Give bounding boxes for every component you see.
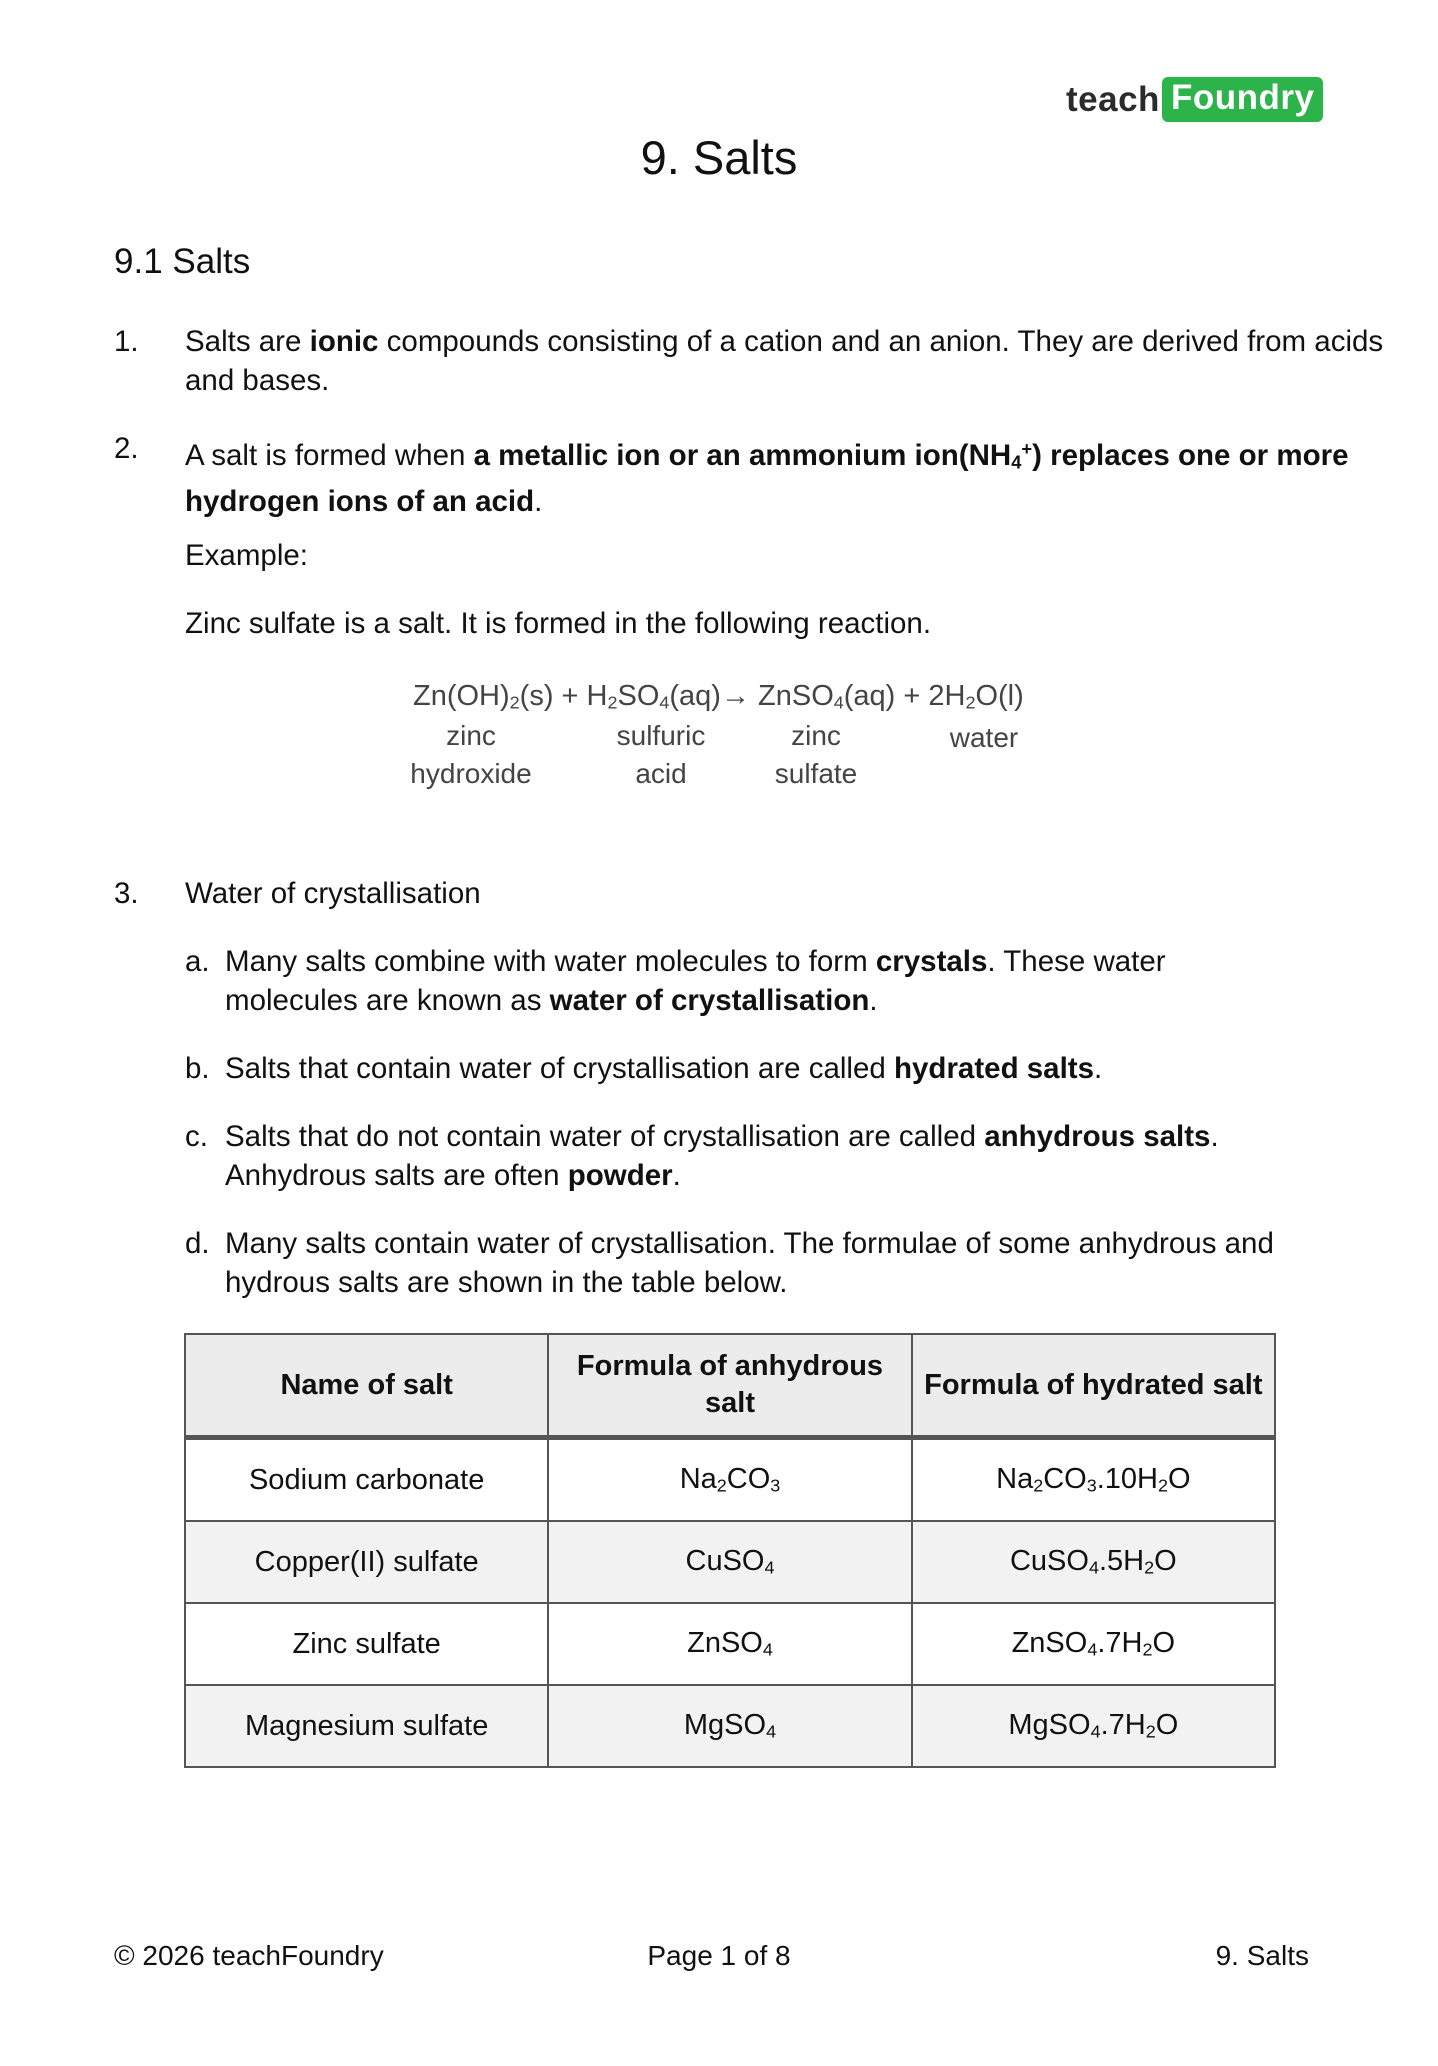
formula-subscript: 4 bbox=[766, 1721, 777, 1742]
label-zinc-sulfate bbox=[756, 717, 876, 793]
bold-term: water of crystallisation bbox=[549, 984, 870, 1017]
label-line: zinc bbox=[791, 720, 841, 751]
bold-term: anhydrous salts bbox=[984, 1120, 1211, 1153]
table-row bbox=[185, 1603, 1275, 1685]
formula-part: .10H bbox=[1096, 1463, 1158, 1496]
text-run: . bbox=[534, 484, 543, 518]
text-run: a metallic ion or an ammonium ion(NH bbox=[473, 439, 1012, 473]
bold-term: powder bbox=[567, 1159, 673, 1192]
salt-name-cell: Magnesium sulfate bbox=[185, 1685, 548, 1767]
sub-item-text bbox=[225, 1049, 1295, 1088]
text-run: . bbox=[672, 1159, 681, 1192]
formula-subscript: 4 bbox=[1088, 1557, 1099, 1578]
label-line: acid bbox=[635, 758, 687, 789]
eq-subscript: 4 bbox=[833, 692, 844, 713]
text-run: . bbox=[1094, 1052, 1103, 1085]
superscript: + bbox=[1021, 438, 1033, 459]
hydrated-formula-cell bbox=[912, 1521, 1275, 1603]
table-row bbox=[185, 1685, 1275, 1767]
text-run: . bbox=[869, 984, 878, 1017]
list-item-text bbox=[185, 322, 1405, 400]
formula-part: CO bbox=[726, 1463, 771, 1496]
hydrated-formula-cell bbox=[912, 1603, 1275, 1685]
formula-subscript: 2 bbox=[1142, 1639, 1153, 1660]
table-header-cell: Name of salt bbox=[185, 1334, 548, 1438]
eq-subscript: 2 bbox=[509, 692, 520, 713]
hydrated-formula-cell bbox=[912, 1685, 1275, 1767]
formula-part: .7H bbox=[1097, 1627, 1143, 1660]
example-label: Example: bbox=[185, 539, 308, 572]
text-run: Salts that do not contain water of crystallisation are called bbox=[225, 1120, 985, 1153]
teachfoundry-logo bbox=[1066, 77, 1323, 122]
eq-subscript: 2 bbox=[965, 692, 976, 713]
sub-item-text: Many salts contain water of crystallisation. The formulae of some anhydrous and hydrous salts are shown in the table below. bbox=[225, 1227, 1274, 1299]
chemical-equation bbox=[413, 680, 1024, 714]
eq-subscript: 2 bbox=[607, 692, 618, 713]
formula-subscript: 4 bbox=[762, 1639, 773, 1660]
formula-subscript: 4 bbox=[1087, 1639, 1098, 1660]
text-run: . Anhydrous salts are often bbox=[225, 1120, 1219, 1192]
formula-subscript: 2 bbox=[1157, 1475, 1168, 1496]
formula-part: ZnSO bbox=[687, 1627, 763, 1660]
table-header-row bbox=[185, 1334, 1275, 1438]
anhydrous-formula-cell bbox=[548, 1603, 911, 1685]
text-run: A salt is formed when bbox=[185, 439, 474, 473]
eq-part: (aq)→ ZnSO bbox=[669, 680, 834, 712]
label-zinc-hydroxide bbox=[391, 717, 551, 793]
sub-letter: c. bbox=[185, 1120, 208, 1153]
formula-part: O bbox=[1155, 1709, 1179, 1742]
table-header-cell: Formula of hydrated salt bbox=[912, 1334, 1275, 1438]
formula-part: .7H bbox=[1100, 1709, 1146, 1742]
bold-term: ionic bbox=[309, 325, 379, 358]
formula-subscript: 2 bbox=[1144, 1557, 1155, 1578]
eq-subscript: 4 bbox=[659, 692, 670, 713]
list-number: 2. bbox=[114, 432, 139, 465]
eq-part: (aq) + 2H bbox=[843, 680, 966, 712]
hydrated-formula-cell bbox=[912, 1438, 1275, 1522]
formula-part: CuSO bbox=[685, 1545, 765, 1578]
label-line: hydroxide bbox=[410, 758, 532, 789]
sub-item-text bbox=[225, 1117, 1295, 1195]
label-water: water bbox=[949, 722, 1019, 753]
salt-name-cell: Sodium carbonate bbox=[185, 1438, 548, 1522]
footer-chapter: 9. Salts bbox=[1215, 1940, 1309, 1971]
formula-subscript: 4 bbox=[764, 1557, 775, 1578]
label-sulfuric-acid bbox=[596, 717, 726, 793]
salts-table bbox=[184, 1333, 1276, 1768]
salt-name-cell: Zinc sulfate bbox=[185, 1603, 548, 1685]
eq-part: O(l) bbox=[975, 680, 1024, 712]
text-run: . These water molecules are known as bbox=[225, 945, 1166, 1017]
footer-copyright: © 2026 teachFoundry bbox=[114, 1940, 384, 1971]
subscript: 4 bbox=[1011, 451, 1022, 473]
section-title: 9.1 Salts bbox=[114, 242, 251, 281]
table-row bbox=[185, 1438, 1275, 1522]
label-line: sulfuric bbox=[616, 720, 706, 751]
formula-part: O bbox=[1152, 1627, 1176, 1660]
text-run: Salts are bbox=[185, 325, 310, 358]
text-run: Salts that contain water of crystallisation are called bbox=[225, 1052, 894, 1085]
formula-part: .5H bbox=[1098, 1545, 1145, 1578]
anhydrous-formula-cell bbox=[548, 1521, 911, 1603]
list-number: 1. bbox=[114, 325, 139, 358]
anhydrous-formula-cell bbox=[548, 1438, 911, 1522]
sub-letter: d. bbox=[185, 1227, 210, 1260]
formula-part: O bbox=[1154, 1545, 1177, 1578]
page-title: 9. Salts bbox=[640, 131, 798, 184]
eq-part: Zn(OH) bbox=[413, 680, 510, 712]
text-run: compounds consisting of a cation and an anion. They are derived from acids and bases. bbox=[185, 325, 1384, 397]
text-run: Many salts combine with water molecules to form bbox=[225, 945, 876, 978]
formula-part: O bbox=[1167, 1463, 1191, 1496]
formula-subscript: 2 bbox=[716, 1475, 727, 1496]
table-header-cell: Formula of anhydrous salt bbox=[548, 1334, 911, 1438]
salt-name-cell: Copper(II) sulfate bbox=[185, 1521, 548, 1603]
sub-letter: b. bbox=[185, 1052, 210, 1085]
formula-part: CuSO bbox=[1009, 1545, 1089, 1578]
text-run: ) replaces one or more hydrogen ions of an acid bbox=[185, 439, 1349, 518]
table-row bbox=[185, 1521, 1275, 1603]
eq-part: SO bbox=[617, 680, 660, 712]
formula-part: ZnSO bbox=[1011, 1627, 1088, 1660]
logo-teach-text: teach bbox=[1066, 79, 1160, 119]
sub-letter: a. bbox=[185, 945, 210, 978]
eq-part: (s) + H bbox=[519, 680, 608, 712]
sub-item-text bbox=[225, 942, 1295, 1020]
formula-subscript: 3 bbox=[770, 1475, 781, 1496]
list-item-text bbox=[185, 429, 1405, 521]
bold-term: hydrated salts bbox=[894, 1052, 1095, 1085]
footer-page-number: Page 1 of 8 bbox=[647, 1940, 791, 1971]
example-intro: Zinc sulfate is a salt. It is formed in the following reaction. bbox=[185, 607, 932, 640]
list-item-text: Water of crystallisation bbox=[185, 877, 481, 910]
formula-part: MgSO bbox=[1008, 1709, 1091, 1742]
formula-subscript: 4 bbox=[1090, 1721, 1101, 1742]
label-line: sulfate bbox=[774, 758, 858, 789]
formula-subscript: 2 bbox=[1145, 1721, 1156, 1742]
logo-foundry-badge: Foundry bbox=[1162, 77, 1323, 122]
formula-subscript: 2 bbox=[1033, 1475, 1044, 1496]
bold-term: crystals bbox=[875, 945, 988, 978]
formula-subscript: 3 bbox=[1086, 1475, 1097, 1496]
formula-part: CO bbox=[1043, 1463, 1087, 1496]
list-number: 3. bbox=[114, 877, 139, 910]
label-line: zinc bbox=[446, 720, 496, 751]
formula-part: MgSO bbox=[683, 1709, 767, 1742]
anhydrous-formula-cell bbox=[548, 1685, 911, 1767]
formula-part: Na bbox=[679, 1463, 717, 1496]
formula-part: Na bbox=[996, 1463, 1034, 1496]
